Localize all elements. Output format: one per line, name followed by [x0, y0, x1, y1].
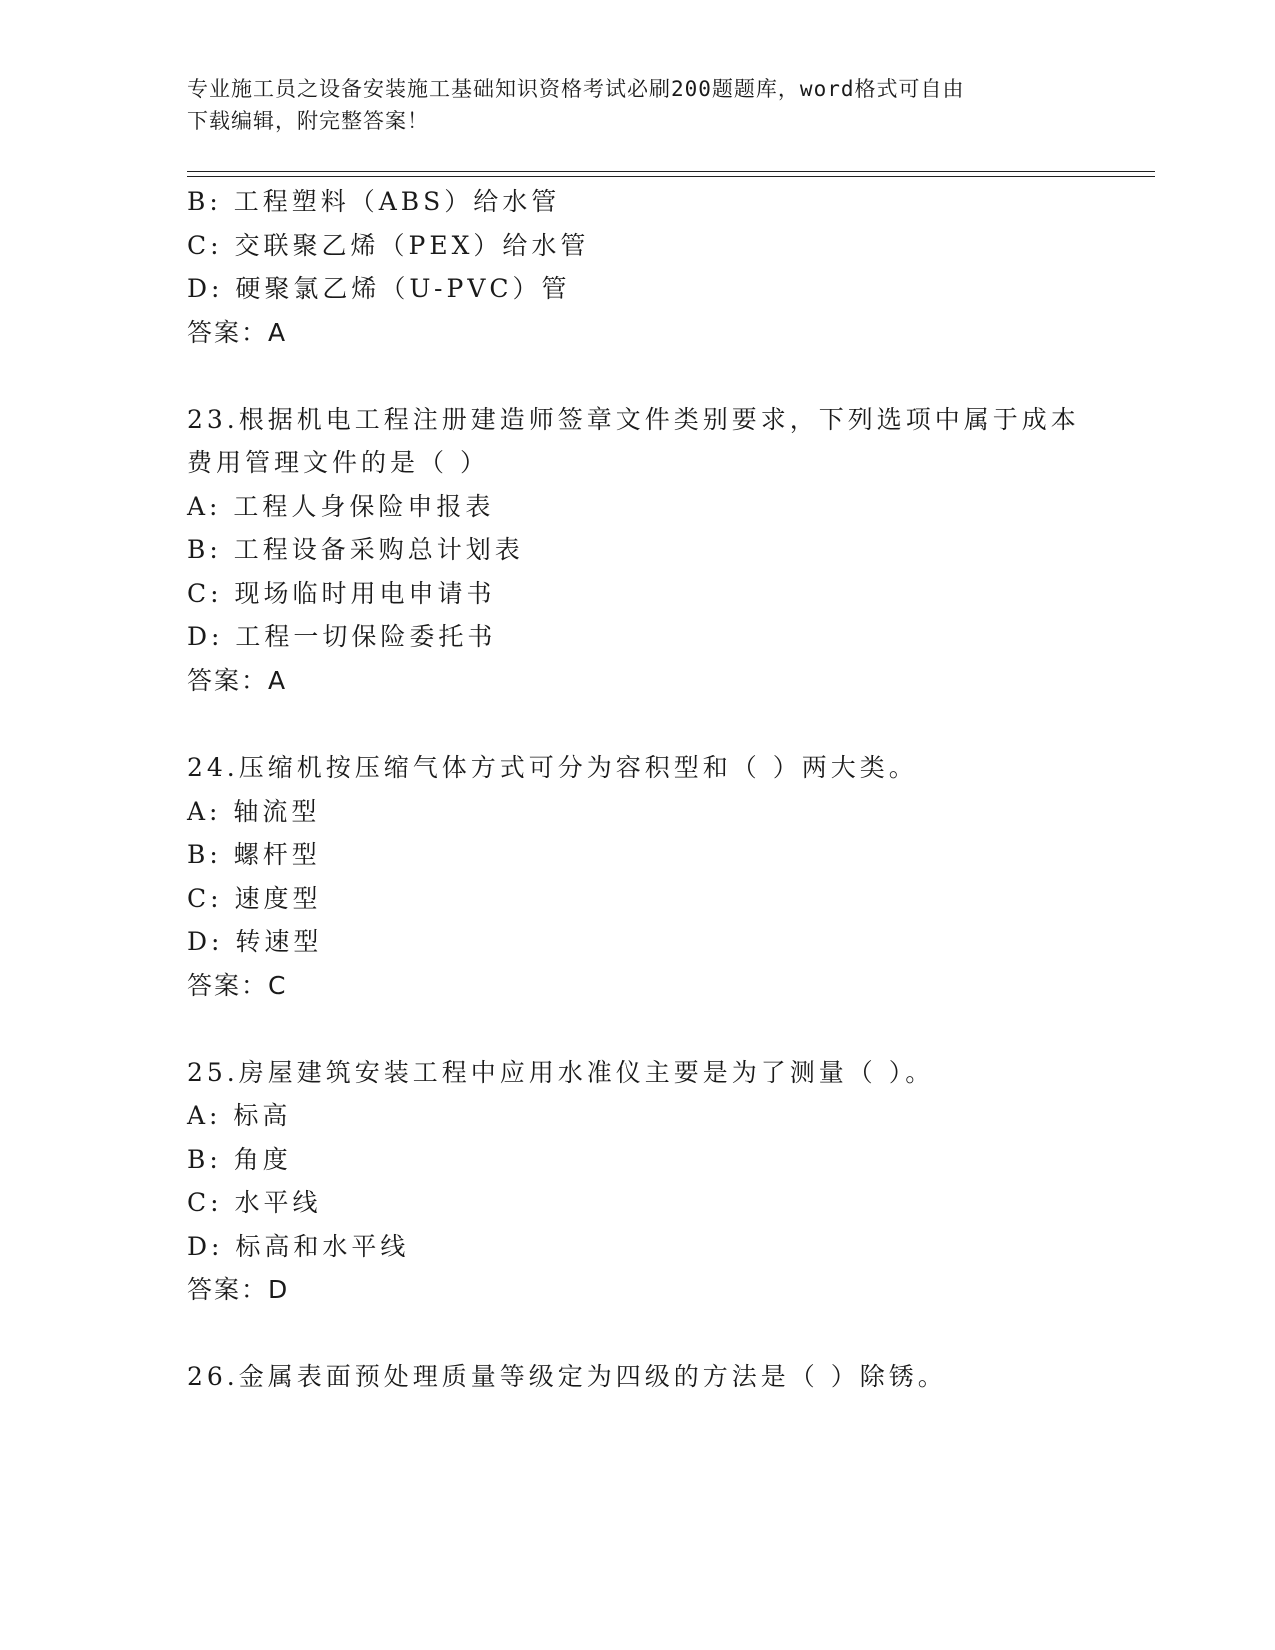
q25-answer: 答案：D	[187, 1275, 290, 1304]
document-header	[187, 73, 1077, 137]
q24-option-a: A: 轴流型	[187, 797, 321, 826]
q25-option-c: C: 水平线	[187, 1188, 322, 1217]
q24-option-b: B: 螺杆型	[187, 840, 321, 869]
header-divider-top	[187, 171, 1155, 172]
q25-option-d: D: 标高和水平线	[187, 1232, 410, 1261]
q22-option-c: C: 交联聚乙烯（PEX）给水管	[187, 231, 590, 260]
q22-option-d: D: 硬聚氯乙烯（U-PVC）管	[187, 274, 571, 303]
header-line-2: 下载编辑，附完整答案！	[187, 109, 429, 133]
q22-answer: 答案：A	[187, 318, 288, 347]
q24-option-c: C: 速度型	[187, 884, 322, 913]
q23-stem-line-1: 23.根据机电工程注册建造师签章文件类别要求，下列选项中属于成本	[187, 405, 1080, 434]
q22-option-b: B: 工程塑料（ABS）给水管	[187, 187, 561, 216]
q25-stem: 25.房屋建筑安装工程中应用水准仪主要是为了测量（ ）。	[187, 1058, 935, 1087]
q23-option-c: C: 现场临时用电申请书	[187, 579, 496, 608]
q23-option-d: D: 工程一切保险委托书	[187, 622, 497, 651]
header-divider-bottom	[187, 176, 1155, 177]
q25-option-b: B: 角度	[187, 1145, 292, 1174]
q23-stem-line-2: 费用管理文件的是（ ）	[187, 448, 489, 477]
q25-option-a: A: 标高	[187, 1101, 292, 1130]
q24-answer: 答案：C	[187, 971, 288, 1000]
q24-stem: 24.压缩机按压缩气体方式可分为容积型和（ ）两大类。	[187, 753, 918, 782]
q24-option-d: D: 转速型	[187, 927, 323, 956]
header-line-1: 专业施工员之设备安装施工基础知识资格考试必刷200题题库，word格式可自由	[187, 77, 965, 101]
q23-answer: 答案：A	[187, 666, 288, 695]
q23-option-b: B: 工程设备采购总计划表	[187, 535, 524, 564]
q26-stem: 26.金属表面预处理质量等级定为四级的方法是（ ）除锈。	[187, 1362, 947, 1391]
q23-option-a: A: 工程人身保险申报表	[187, 492, 495, 521]
